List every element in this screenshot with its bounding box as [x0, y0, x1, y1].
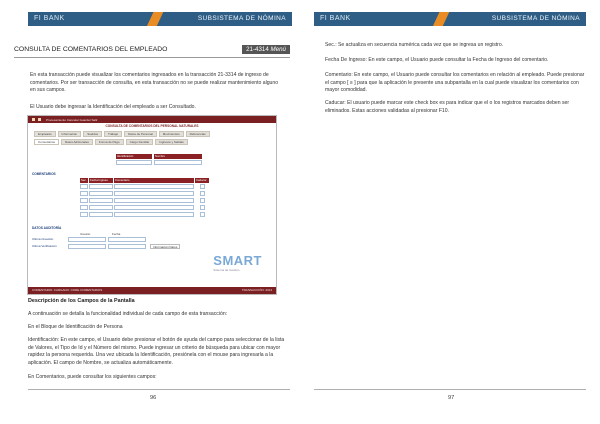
grid-cell[interactable] — [114, 184, 194, 189]
banner-stripe — [146, 12, 164, 26]
tab[interactable]: Ingresos y Salidas — [155, 139, 188, 145]
page-title: CONSULTA DE COMENTARIOS DEL EMPLEADO — [14, 46, 168, 53]
screenshot-tabs-row1 — [28, 130, 276, 138]
col-identificacion: Identificación — [116, 154, 152, 159]
banner-stripe — [432, 12, 450, 26]
grid-cell[interactable] — [114, 191, 194, 196]
grid-cell — [89, 198, 113, 203]
screenshot-statusbar: COMENTARIO: CARGADO: CORE COMENTARIOS TRANSACCIÓN: 4314 — [28, 287, 276, 294]
aud-creacion-user — [68, 237, 106, 242]
screenshot-form-title: CONSULTA DE COMENTARIOS DEL PERSONAL NATURALES — [105, 124, 199, 128]
bank-brand: FI BANK — [314, 12, 432, 26]
col-comentario: Comentario — [114, 178, 194, 183]
nombre-field — [154, 160, 202, 165]
col-nombre: Nombre — [154, 154, 202, 159]
grid-cell — [89, 184, 113, 189]
tab[interactable]: Sueldos — [83, 131, 102, 137]
fecha-description: Fecha De Ingreso: En este campo, el Usuario puede consultar la Fecha de Ingreso del comentario. — [325, 57, 549, 63]
aud-creacion-label: Ultima Creación — [32, 237, 54, 241]
tab[interactable]: Movimientos — [159, 131, 184, 137]
footer-rule — [28, 389, 290, 390]
caducar-checkbox[interactable] — [200, 198, 205, 203]
grid-cell — [80, 212, 88, 217]
col-sec: Sec. — [81, 178, 87, 182]
tab[interactable]: Empleado — [34, 131, 56, 137]
col-caducar: Caducar — [195, 178, 209, 183]
transaction-code: 21-4314 Menú — [242, 45, 290, 54]
intro-paragraph: En esta transacción puede visualizar los comentarios ingresados en la transacción 21-3314 de ingreso de comentarios. Por ser transacción de consulta, en esta transacción no se puede realizar mantenimiento alguno en sus campos. — [30, 72, 279, 94]
comentarios-intro: En Comentarios, puede consultar los siguientes campos: — [28, 374, 157, 380]
fields-heading: Descripción de los Campos de la Pantalla — [28, 298, 135, 304]
grid-cell — [80, 191, 88, 196]
footer-rule — [314, 389, 586, 390]
fields-intro: A continuación se detalla la funcionalidad individual de cada campo de esta transacción: — [28, 311, 228, 317]
aud-creacion-date — [108, 237, 146, 242]
aud-fecha-label: Fecha — [112, 232, 121, 236]
tab[interactable]: Información — [58, 131, 82, 137]
toolbar-icon — [38, 118, 41, 121]
aud-usuario-label: Usuario — [80, 232, 91, 236]
tab[interactable]: Datos de Personal — [124, 131, 157, 137]
header-banner — [28, 12, 292, 26]
header-banner — [314, 12, 586, 26]
grid-cell — [80, 205, 88, 210]
caducar-checkbox[interactable] — [200, 212, 205, 217]
caducar-checkbox[interactable] — [200, 191, 205, 196]
tab[interactable]: Referencias — [186, 131, 210, 137]
grid-cell[interactable] — [114, 212, 194, 217]
grid-cell — [80, 198, 88, 203]
caducar-description: Caducar: El usuario puede marcar este check box es para indicar que el o los registros marcados deben ser eliminados. Estas acciones validadas al presionar F10. — [325, 100, 570, 114]
smart-logo: SMART Sistema de Gestión — [213, 253, 262, 272]
section-auditoria: DATOS AUDITORÍA — [32, 226, 62, 230]
tab-comentarios[interactable]: Comentarios — [34, 139, 59, 145]
caducar-checkbox[interactable] — [200, 205, 205, 210]
screenshot-tabs-row2 — [28, 138, 276, 146]
comentario-description: Comentario: En este campo, el Usuario puede consultar los comentarios en relación al empleado. Puede presionar el campo [ ≡ ] para que la aplicación le presente una subpantalla en la cual puede visualizar los comentarios con mayor comodidad. — [325, 72, 585, 94]
aud-actualizacion-label: Ultima Verificación — [32, 244, 57, 248]
tab[interactable]: Trabajo — [104, 131, 122, 137]
page-title-row — [14, 46, 290, 58]
block-title: En el Bloque de Identificación de Persona — [28, 324, 123, 330]
sec-description: Sec.: Se actualiza en secuencia numérica cada vez que se ingresa un registro. — [325, 42, 504, 48]
grid-cell[interactable] — [114, 205, 194, 210]
tab[interactable]: Forma de Pago — [95, 139, 124, 145]
col-fecha: Fecha Ingreso — [89, 178, 113, 183]
caducar-checkbox[interactable] — [200, 184, 205, 189]
identificacion-description: Identificación: En este campo, el Usuario debe presionar el botón de ayuda del campo para seleccionar de la lista de Valores, el Tipo de Id y el Número del mismo. Puede ingresar un criterio de búsqueda para ubicar con mayor rapidez la persona requerida. Una vez ubicada la Identificación, presiónela con el mouse para ingresarla a la aplicación. El campo de Nombre, se actualiza automáticamente. — [28, 337, 285, 366]
screenshot-toolbar: Procesamiento Cancelar Guardar Salir — [28, 116, 276, 123]
tab[interactable]: Datos Adicionales — [61, 139, 93, 145]
grid-cell — [89, 205, 113, 210]
grid-cell — [89, 191, 113, 196]
tab[interactable]: Cargo Familiar — [126, 139, 154, 145]
subsystem-label: SUBSISTEMA DE NÓMINA — [164, 12, 292, 26]
page-number: 96 — [150, 395, 157, 401]
info-datos-button[interactable]: Información Datos — [150, 244, 180, 249]
toolbar-icon — [32, 118, 35, 121]
grid-cell — [80, 184, 88, 189]
section-comentarios: COMENTARIOS — [32, 172, 56, 176]
identificacion-input[interactable] — [116, 160, 152, 165]
instruction-paragraph: El Usuario debe ingresar la Identificación del empleado a ser Consultado. — [30, 104, 196, 110]
grid-cell — [89, 212, 113, 217]
page-number: 97 — [448, 395, 455, 401]
aud-actualizacion-user — [68, 244, 106, 249]
grid-cell[interactable] — [114, 198, 194, 203]
subsystem-label: SUBSISTEMA DE NÓMINA — [450, 12, 586, 26]
bank-brand: FI BANK — [28, 12, 146, 26]
right-page — [300, 0, 600, 424]
embedded-screenshot — [27, 115, 277, 295]
aud-actualizacion-date — [108, 244, 146, 249]
